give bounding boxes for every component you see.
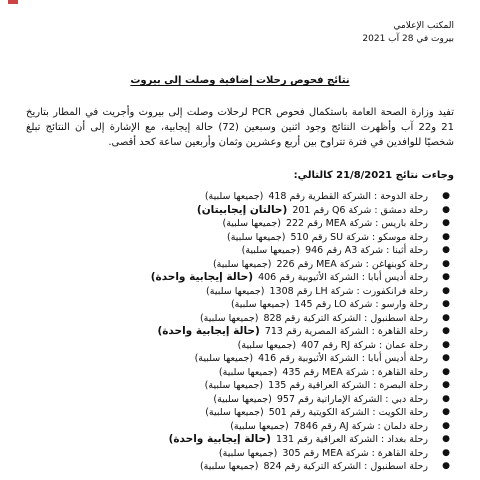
bullet-icon: ●: [442, 339, 450, 350]
flight-info: رحلة بغداد : الشركة العراقية رقم 131: [275, 434, 428, 445]
flight-info: رحلة البصرة : الشركة العراقية رقم 135: [268, 380, 428, 391]
intro-paragraph: تفيد وزارة الصحة العامة باستكمال فحوص PCR لرحلات وصلت إلى بيروت وأجريت في المطار بتاريخ 21 و22 آب وأظهرت النتائج وجود اثنين وسبعين (72) حالة إيجابية، مع الإشارة إلى أن النتائج تبلغ شخصيًا للوافدين في فترة تتراوح بين أربع وعشرين وثمان وأربعين ساعة كحد أقصى.: [26, 107, 455, 148]
list-item: [26, 203, 450, 218]
list-item: [26, 258, 450, 272]
flight-info: رحلة الكويت : الشركة الكويتية رقم 501: [268, 407, 428, 418]
list-item: [26, 420, 450, 434]
bullet-icon: ●: [442, 258, 450, 269]
bullet-icon: ●: [442, 434, 450, 444]
flight-info: رحلة أديس أبابا : الشركة الأثيوبية رقم 406: [258, 272, 428, 283]
bullet-icon: ●: [442, 312, 450, 323]
bullet-icon: ●: [442, 245, 450, 255]
list-item: [26, 447, 450, 461]
flight-result: (جميعها سلبية): [218, 366, 278, 378]
flight-info: رحلة دمشق : شركة Q6 رقم 201: [292, 204, 428, 216]
flight-info: رحلة كوبنهاغن : شركة MEA رقم 226: [276, 258, 428, 270]
flight-info: رحلة موسكو : شركة SU رقم 510: [290, 231, 428, 243]
title-container: [26, 68, 454, 87]
flight-info: رحلة باريس : شركة MEA رقم 222: [285, 218, 428, 229]
bullet-icon: ●: [442, 420, 450, 431]
flight-result: (جميعها سلبية): [218, 447, 278, 459]
flight-result: (جميعها سلبية): [205, 407, 264, 418]
flight-info: رحلة اسطنبول : الشركة التركية رقم 824: [263, 461, 428, 472]
bullet-icon: ●: [442, 353, 450, 363]
flight-result: (جميعها سلبية): [241, 245, 301, 256]
flight-result: (جميعها سلبية): [237, 339, 297, 351]
list-item: [26, 406, 450, 420]
flight-info: رحلة القاهرة : الشركة المصرية رقم 713: [264, 326, 428, 337]
flight-result: (جميعها سلبية): [230, 299, 290, 310]
list-item: [26, 190, 450, 204]
list-item: [26, 312, 450, 326]
flight-result: (جميعها سلبية): [199, 461, 259, 472]
bullet-icon: ●: [442, 204, 450, 215]
bullet-icon: ●: [442, 447, 450, 458]
bullet-icon: ●: [442, 461, 450, 471]
bullet-icon: ●: [442, 218, 450, 228]
list-item: [26, 393, 450, 407]
corner-mark: [8, 0, 18, 4]
list-item: [26, 433, 450, 447]
bullet-icon: ●: [442, 231, 450, 242]
list-item: [26, 366, 450, 380]
bullet-icon: ●: [442, 393, 450, 404]
list-item: [26, 325, 450, 339]
flight-results-list: [26, 190, 454, 474]
office-name: المكتب الإعلامي: [393, 21, 454, 31]
flight-info: رحلة وارسو : شركة LO رقم 145: [294, 299, 428, 310]
bullet-icon: ●: [442, 380, 450, 390]
list-item: [26, 379, 450, 393]
list-item: [26, 231, 450, 245]
flight-result: (جميعها سلبية): [230, 420, 289, 432]
list-item: [26, 244, 450, 258]
list-item: [26, 298, 450, 312]
flight-result: (جميعها سلبية): [194, 353, 254, 364]
bullet-icon: ●: [442, 285, 450, 296]
flight-info: رحلة الدوحة : الشركة القطرية رقم 418: [268, 191, 428, 202]
flight-info: رحلة فرانكفورت : شركة LH رقم 1308: [269, 285, 428, 297]
flight-info: رحلة اسطنبول : الشركة التركية رقم 828: [263, 312, 428, 324]
flight-result: (حالة إيجابية واحدة): [150, 271, 254, 283]
flight-result: (جميعها سلبية): [204, 191, 264, 202]
bullet-icon: ●: [442, 272, 450, 282]
list-item: [26, 460, 450, 474]
flight-info: رحلة القاهرة : شركة MEA رقم 305: [282, 447, 428, 459]
flight-result: (حالتان إيجابيتان): [196, 203, 288, 216]
list-item: [26, 352, 450, 366]
list-item: [26, 285, 450, 299]
bullet-icon: ●: [442, 299, 450, 309]
flight-result: (جميعها سلبية): [226, 231, 286, 243]
flight-result: (جميعها سلبية): [206, 285, 265, 297]
bullet-icon: ●: [442, 407, 450, 417]
list-item: [26, 271, 450, 285]
flight-info: رحلة أديس أبابا : الشركة الأثيوبية رقم 416: [258, 353, 428, 364]
flight-info: رحلة عمان : شركة RJ رقم 407: [301, 339, 428, 351]
flight-info: رحلة دلمان : شركة AJ رقم 7846: [293, 420, 428, 432]
flight-result: (حالة إيجابية واحدة): [168, 433, 271, 445]
flight-result: (جميعها سلبية): [212, 258, 272, 270]
document-title: نتائج فحوص رحلات إضافية وصلت إلى بيروت: [130, 75, 350, 86]
flight-info: رحلة أثينا : شركة A3 رقم 946: [305, 245, 428, 256]
flight-result: (جميعها سلبية): [204, 380, 264, 391]
bullet-icon: ●: [442, 191, 450, 201]
flight-result: (جميعها سلبية): [199, 312, 259, 324]
results-heading: وجاءت نتائج 21/8/2021 كالتالي:: [293, 170, 454, 181]
flight-result: (جميعها سلبية): [213, 393, 272, 405]
bullet-icon: ●: [442, 326, 450, 336]
flight-result: (حالة إيجابية واحدة): [157, 325, 260, 337]
bullet-icon: ●: [442, 366, 450, 377]
flight-info: رحلة دبي : الشركة الإماراتية رقم 957: [276, 393, 428, 405]
document-date: بيروت في 28 آب 2021: [362, 34, 454, 44]
list-item: [26, 339, 450, 353]
list-item: [26, 217, 450, 231]
flight-result: (جميعها سلبية): [222, 218, 281, 229]
flight-info: رحلة القاهرة : شركة MEA رقم 435: [282, 366, 428, 378]
